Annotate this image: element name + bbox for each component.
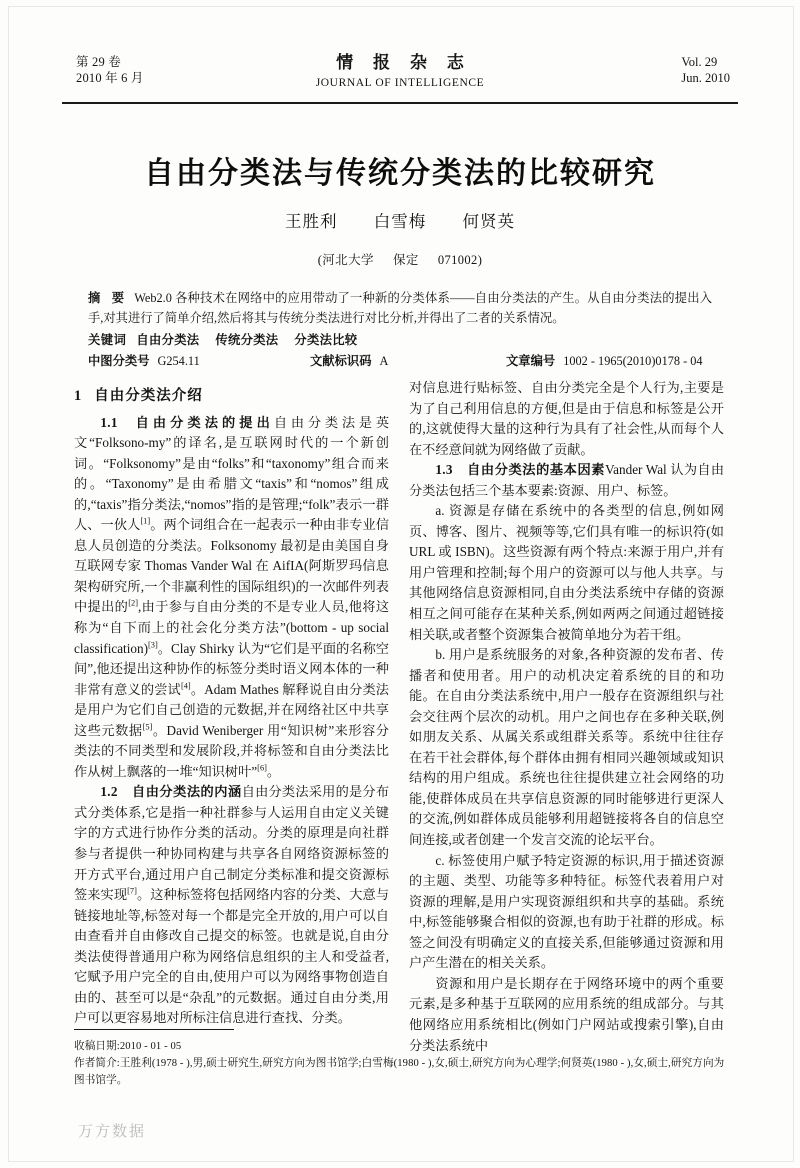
paragraph-1-1 [74, 413, 389, 783]
paragraph-text-g: 。 [266, 763, 281, 779]
masthead [62, 52, 738, 110]
ref-marker-4: [4] [180, 681, 191, 691]
paragraph-text-e: 。Adam Mathes 解释说自由分类法是用户为它们自己创造的元数据,并在网络社区中共享这些元数据 [74, 681, 389, 738]
paragraph-closing: 资源和用户是长期存在于网络环境中的两个重要元素,是多种基于互联网的应用系统的组成部分。与其他网络应用系统相比(例如门户网站或搜索引擎),自由分类法系统中 [409, 975, 724, 1053]
section-title: 自由分类法介绍 [94, 388, 203, 404]
column-right [409, 378, 724, 1056]
journal-name-block [62, 52, 738, 91]
author-1: 王胜利 [285, 212, 338, 231]
ref-marker-2: [2] [128, 599, 138, 609]
affiliation [0, 250, 800, 268]
author-bio-line [74, 1055, 734, 1089]
footnote-block [74, 1038, 734, 1089]
subsection-1-2-head [100, 784, 241, 799]
articleno-group [506, 354, 703, 368]
affiliation-institution: (河北大学 [317, 253, 374, 267]
paragraph-text-d: 。Clay Shirky 认为“它们是平面的名称空间”,他还提出这种协作的标签分类时语义网本体的一种非常有意义的尝试 [74, 640, 389, 697]
list-item-c: c. 标签使用户赋予特定资源的标识,用于描述资源的主题、类型、功能等多种特征。标签代表着用户对资源的理解,是用户实现资源组织和共享的基础。系统中,标签能够聚合相似的资源,也有助于社群的形成。标签之间没有明确定义的直接关系,但能够通过资源和用户产生潜在的相关关系。 [409, 852, 724, 971]
received-date-line [74, 1038, 734, 1055]
paragraph-text-b: 。两个词组合在一起表示一种由非专业信息人员创造的分类法。Folksonomy 最初是由美国自身互联网专家 Thomas Vander Wal 在 AifIA(阿斯罗玛信息架构研究所,一个非赢利性的国际组织)的一次邮件列表中提出的 [74, 517, 390, 615]
volume-number: 第 29 卷 [76, 55, 121, 69]
ref-marker-3: [3] [147, 640, 158, 650]
keywords-line [88, 330, 712, 350]
ref-marker-7: [7] [127, 886, 137, 896]
footnote-rule [74, 1029, 234, 1030]
doccode-group [310, 352, 506, 370]
clc-value: G254.11 [157, 354, 200, 368]
section-number: 1 [74, 388, 83, 404]
paragraph-continued: 对信息进行贴标签、自由分类完全是个人行为,主要是为了自己利用信息的方便,但是由于信息和标签是公开的,这就使得大量的这种行为具有了社会性,从而每个人在不经意间就为网络做了贡献。 [409, 380, 724, 457]
abstract-block [88, 288, 712, 350]
paragraph-text-b: 。这种标签将包括网络内容的分类、大意与链接地址等,标签对每一个都是完全开放的,用户可以自由查看并自由修改自己提交的标签。也就是说,自由分类法使得普通用户称为网络信息组织的主人和受益者,它赋予用户完全的自由,使用户可以为网络事物创造自由的、甚至可以是“杂乱”的元数据。通过自由分类,用户可以更容易地对所标注信息进行查找、分类。 [74, 887, 390, 1026]
ref-marker-5: [5] [142, 722, 153, 732]
ref-marker-1: [1] [140, 516, 151, 526]
subsection-number: 1.1 [100, 414, 118, 430]
keyword-item: 自由分类法 [136, 333, 200, 347]
author-3: 何贤英 [462, 212, 515, 231]
paragraph-1-2 [74, 782, 389, 1029]
subsection-title: 自由分类法的内涵 [131, 784, 242, 800]
bio-label: 作者简介: [74, 1058, 120, 1069]
subsection-title: 自由分类法的提出 [131, 414, 274, 430]
bio-text: 王胜利(1978 - ),男,硕士研究生,研究方向为图书馆学;白雪梅(1980 - ),女,硕士,研究方向为心理学;何贤英(1980 - ),女,硕士,研究方向为图书馆学。 [74, 1058, 725, 1086]
paragraph-text-c: ,由于参与自由分类的不是专业人员,他将这称为“自下而上的社会化分类方法”(bottom - up social classification) [74, 599, 390, 656]
doccode-label: 文献标识码 [310, 354, 372, 368]
articleno-label: 文章编号 [506, 354, 556, 368]
volume-en: Vol. 29 [681, 55, 718, 69]
abstract-text: Web2.0 各种技术在网络中的应用带动了一种新的分类体系——自由分类法的产生。从自由分类法的提出入手,对其进行了简单介绍,然后将其与传统分类法进行对比分析,并得出了二者的关系情况。 [88, 291, 712, 325]
paragraph-text-a: 自由分类法采用的是分布式分类体系,它是指一种社群参与人运用自由定义关键字的方式进行协作分类的活动。分类的原理是向社群参与者提供一种协同构建与共享各自网络资源标签的开方式平台,通过用户自己制定分类标准和提交资源标签来实现 [74, 784, 390, 903]
classification-line [88, 352, 728, 370]
affiliation-city: 保定 [392, 253, 419, 267]
clc-group [88, 352, 310, 370]
article-title: 自由分类法与传统分类法的比较研究 [144, 156, 656, 191]
list-item-b: b. 用户是系统服务的对象,各种资源的发布者、传播者和使用者。用户的动机决定着系统的目的和功能。在自由分类法系统中,用户一般存在资源组织与社会交往两个层次的动机。用户之间也存在多种关联,例如朋友关系、从属关系或组群关系等。系统中往往存在若干社会群体,每个群体由拥有相同兴趣领域或知识结构的用户组成。系统也往往提供建立社会网络的功能,使群体成员在共享信息资源的同时能够进行更深人的交流,例如群体成员能够利用超链接将各自的信息空间连接,或者创建一个发言交流的论坛平台。 [409, 647, 724, 848]
articleno-value: 1002 - 1965(2010)0178 - 04 [563, 354, 703, 368]
paragraph-text-a: 自由分类法是英文“Folksono-my”的译名,是互联网时代的一个新创词。“Folksonomy”是由“folks”和“taxonomy”组合而来的。“Taxonomy”是由希腊文“taxis”和“nomos”组成的,“taxis”指分类法,“nomos”指的是管理;“folk”表示一群人、一伙人 [74, 414, 390, 533]
month-year-en: Jun. 2010 [681, 71, 730, 85]
subsection-number: 1.2 [100, 784, 118, 800]
subsection-number: 1.3 [435, 462, 453, 478]
received-value: 2010 - 01 - 05 [119, 1041, 182, 1052]
subsection-1-1-head [100, 415, 274, 430]
section-heading-1 [74, 386, 389, 407]
abstract-label: 摘 要 [88, 291, 129, 305]
received-label: 收稿日期: [74, 1041, 120, 1052]
affiliation-postcode: 071002) [437, 253, 483, 267]
ref-marker-6: [6] [257, 763, 267, 773]
abstract-paragraph [88, 288, 712, 328]
keyword-item: 分类法比较 [294, 333, 358, 347]
column-left [74, 378, 389, 1029]
masthead-rule [62, 102, 738, 104]
paragraph-text-f: 。David Weniberger 用“知识树”来形容分类法的不同类型和发展阶段,并将标签和自由分类法比作从树上飘落的一堆“知识树叶” [74, 722, 389, 779]
keywords-label: 关键词 [88, 333, 127, 347]
paragraph-text: Vander Wal 认为自由分类法包括三个基本要素:资源、用户、标签。 [409, 462, 725, 498]
volume-en-block [681, 54, 730, 86]
list-item-a: a. 资源是存储在系统中的各类型的信息,例如网页、博客、图片、视频等等,它们具有唯一的标识符(如 URL 或 ISBN)。这些资源有两个特点:来源于用户,并有用户管理和控制;每个用户的资源可以与他人共享。与其他网络信息资源相同,自由分类法系统中存储的资源相互之间可能存在某种关系,例如两两之间通过超链接相关联,或者整个资源集合被简单地分为若干组。 [409, 503, 724, 642]
paragraph-1-3 [409, 460, 724, 501]
journal-title-en: JOURNAL OF INTELLIGENCE [315, 77, 485, 89]
issue-date: 2010 年 6 月 [76, 71, 144, 85]
doccode-value: A [379, 354, 389, 368]
author-2: 白雪梅 [373, 212, 427, 231]
journal-title-cn: 情 报 杂 志 [336, 53, 471, 73]
keyword-item: 传统分类法 [215, 333, 279, 347]
subsection-title: 自由分类法的基本因素 [466, 462, 606, 478]
subsection-1-3-head [435, 462, 605, 477]
clc-label: 中图分类号 [88, 354, 150, 368]
database-watermark: 万方数据 [78, 1122, 147, 1140]
author-list [0, 208, 800, 232]
